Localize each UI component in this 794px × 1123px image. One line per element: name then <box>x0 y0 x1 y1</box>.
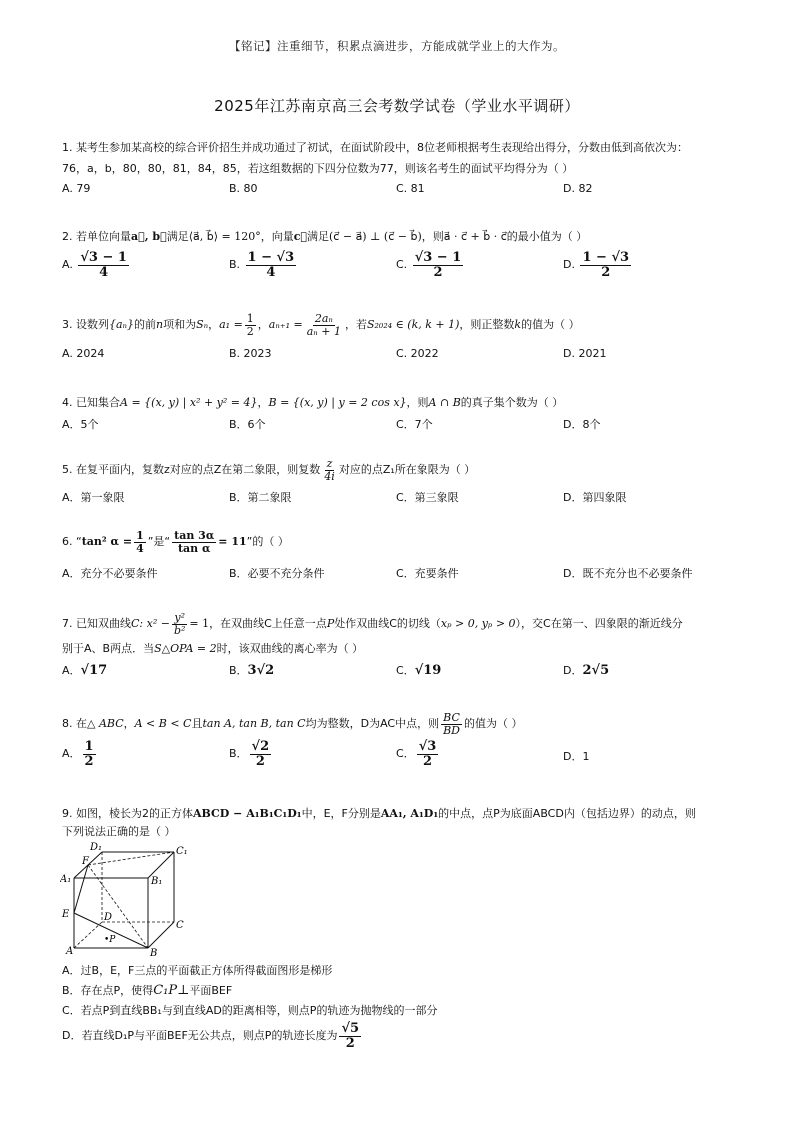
q2-text-mid1: 满足 <box>166 230 189 243</box>
q7-condition: xₚ > 0, yₚ > 0 <box>440 617 516 631</box>
q7-text-1: ，在双曲线C上任意一点 <box>209 617 327 631</box>
q7-option-a-value: √17 <box>80 663 108 678</box>
q3-a1-den: 2 <box>246 324 254 338</box>
q5-fraction <box>322 458 337 482</box>
q3-option-c[interactable]: C. 2022 <box>396 347 439 360</box>
label-f: F <box>82 856 89 867</box>
q8-text-2: 且 <box>191 717 203 731</box>
q2-option-d[interactable] <box>563 251 633 279</box>
q3-text-5: ，若 <box>344 318 367 332</box>
q3-option-a[interactable]: A. 2024 <box>62 347 105 360</box>
q2-dot-expression: a⃗ · c⃗ + b⃗ · c⃗ <box>443 230 507 243</box>
q9-option-d-num: √5 <box>341 1021 360 1036</box>
q2-text-suffix: 的最小值为（ ） <box>506 230 588 243</box>
q2-text-mid3: 满足 <box>307 230 330 243</box>
label-a1: A₁ <box>60 874 72 885</box>
q2-option-d-num: 1 − √3 <box>582 250 630 265</box>
q9-option-d[interactable] <box>62 1022 363 1050</box>
q7-equals: = 1 <box>189 617 210 631</box>
q8-option-a-fraction <box>83 740 96 768</box>
q8-option-b-fraction <box>250 740 272 768</box>
q7-option-b-value: 3√2 <box>247 663 275 678</box>
q3-text-2: 项和为 <box>163 318 197 332</box>
question-1-line-2: 76，a，b，80，80，81，84，85，若这组数据的下四分位数为77，则该名考生的面试平均得分为（ ） <box>62 162 574 175</box>
q2-vectors-ab: a⃗, b⃗ <box>131 230 167 243</box>
q7-text-prefix: 7. 已知双曲线 <box>62 617 131 631</box>
q7-option-a-label: A． <box>62 664 81 677</box>
q8-text-4: 的值为（ ） <box>463 717 523 731</box>
question-5-stem <box>62 458 475 482</box>
q3-text-4: ， <box>257 318 269 332</box>
q2-option-d-label: D. <box>563 258 575 272</box>
q2-option-a-den: 4 <box>99 264 109 280</box>
q4-intersection: A ∩ B <box>428 396 461 409</box>
q3-recurrence-num: 2aₙ <box>314 312 333 325</box>
q2-option-a-label: A. <box>62 258 73 272</box>
q2-option-a[interactable] <box>62 251 131 279</box>
q7-fraction-num: y² <box>174 611 185 624</box>
q6-tan-squared: tan² α = <box>81 535 133 549</box>
q6-fraction-1-den: 4 <box>136 541 144 555</box>
q3-n: n <box>156 318 164 332</box>
q7-option-b[interactable] <box>229 662 274 678</box>
q3-a1: a₁ = <box>219 318 243 332</box>
q8-fraction-den: BD <box>443 723 460 737</box>
q1-option-c[interactable]: C. 81 <box>396 182 425 195</box>
question-6-stem <box>62 530 289 554</box>
q2-text-mid4: ，则 <box>421 230 444 243</box>
q8-triangle: △ ABC <box>87 717 124 731</box>
q7-curve: C: x² − <box>131 617 170 631</box>
q7-option-c-label: C． <box>396 664 415 677</box>
label-c1: C₁ <box>176 846 188 857</box>
q3-sn: Sₙ <box>196 318 209 332</box>
edge-b1-c1 <box>148 852 174 878</box>
q3-s2024-condition: S₂₀₂₄ ∈ (k, k + 1) <box>366 318 460 332</box>
q6-fraction-1-num: 1 <box>136 529 144 542</box>
q4-comma: ， <box>257 396 269 409</box>
q6-fraction-1 <box>134 530 146 554</box>
motivational-banner: 【铭记】注重细节，积累点滴进步，方能成就学业上的大作为。 <box>229 39 565 53</box>
q5-text-prefix: 5. 在复平面内，复数z对应的点Z在第二象限，则复数 <box>62 463 321 477</box>
question-3-stem <box>62 313 580 337</box>
q8-text-1: ， <box>123 717 135 731</box>
q7-option-a[interactable] <box>62 662 107 678</box>
segment-f-c1-hidden <box>88 852 174 865</box>
q8-tangents: tan A, tan B, tan C <box>202 717 306 731</box>
q7-fraction-den: b² <box>173 623 186 637</box>
q9-text-2: 的中点，点P为底面ABCD内（包括边界）的动点，则 <box>438 807 696 820</box>
edge-a-d-hidden <box>74 922 102 948</box>
q8-option-a-den: 2 <box>84 753 94 769</box>
q6-fraction-2-num: tan 3α <box>174 529 215 542</box>
q2-option-b-label: B. <box>229 258 241 272</box>
q9-midpoints: AA₁, A₁D₁ <box>380 807 439 820</box>
q8-option-c[interactable] <box>396 740 440 768</box>
q6-fraction-2-den: tan α <box>177 541 211 555</box>
q9-option-b-math: C₁P⊥ <box>153 983 190 998</box>
q9-text-1: 中，E，F分别是 <box>301 807 381 820</box>
q2-option-b-fraction <box>246 251 297 279</box>
q6-option-c[interactable]: C．充要条件 <box>396 567 459 580</box>
q9-option-d-text: D．若直线D₁P与平面BEF无公共点，则点P的轨迹长度为 <box>62 1029 338 1043</box>
q8-inequality: A < B < C <box>134 717 192 731</box>
q8-text-prefix: 8. 在 <box>62 717 87 731</box>
q6-option-a[interactable]: A．充分不必要条件 <box>62 567 158 580</box>
q5-option-b[interactable]: B．第二象限 <box>229 491 292 504</box>
q8-option-c-den: 2 <box>422 753 432 769</box>
q4-text-prefix: 4. 已知集合 <box>62 396 120 409</box>
q9-option-c[interactable]: C．若点P到直线BB₁与到直线AD的距离相等，则点P的轨迹为抛物线的一部分 <box>62 1004 438 1017</box>
q3-text-prefix: 3. 设数列 <box>62 318 109 332</box>
q9-cube: ABCD − A₁B₁C₁D₁ <box>193 807 302 820</box>
q9-option-b-text-1: B．存在点P，使得 <box>62 984 154 997</box>
segment-e-f <box>74 865 88 913</box>
label-e: E <box>62 909 70 920</box>
q5-option-c[interactable]: C．第三象限 <box>396 491 459 504</box>
q7-point-p: P <box>326 617 335 631</box>
q9-option-b[interactable] <box>62 982 232 998</box>
q7-line2-b: 时，该双曲线的离心率为（ ） <box>216 642 364 655</box>
q3-recurrence-den: aₙ + 1 <box>306 324 341 338</box>
q1-option-a[interactable]: A. 79 <box>62 182 91 195</box>
label-p: •P <box>104 935 116 945</box>
q3-text-3: ， <box>208 318 220 332</box>
q8-option-a-num: 1 <box>84 739 94 754</box>
edge-b-c <box>148 922 174 948</box>
q2-option-b-num: 1 − √3 <box>247 250 295 265</box>
q7-option-b-label: B． <box>229 664 248 677</box>
q4-set-a: A = {(x, y) | x² + y² = 4} <box>120 396 258 409</box>
q9-text-prefix: 9. 如图，棱长为2的正方体 <box>62 807 193 820</box>
label-b: B <box>150 948 158 958</box>
q3-k: k <box>514 318 522 332</box>
q8-option-b-label: B． <box>229 747 248 761</box>
q2-option-d-fraction <box>580 251 631 279</box>
q6-text-mid: ”是“ <box>147 535 171 549</box>
q4-option-b[interactable]: B．6个 <box>229 418 266 431</box>
q8-option-c-label: C． <box>396 747 415 761</box>
q4-text-2: 的真子集个数为（ ） <box>460 396 564 409</box>
q7-option-d[interactable] <box>563 662 609 678</box>
q2-option-c-den: 2 <box>433 264 443 280</box>
q9-option-a[interactable]: A．过B，E，F三点的平面截正方体所得截面图形是梯形 <box>62 964 333 977</box>
question-4-stem <box>62 395 563 410</box>
q7-text-3: ），交C在第一、四象限的渐近线分 <box>515 617 683 631</box>
q2-perp-condition: (c⃗ − a⃗) ⊥ (c⃗ − b⃗) <box>329 230 422 243</box>
label-a: A <box>66 946 74 957</box>
q8-option-b[interactable] <box>229 740 273 768</box>
q5-text-suffix: 对应的点Z₁所在象限为（ ） <box>338 463 476 477</box>
question-1-line-1: 1. 某考生参加某高校的综合评价招生并成功通过了初试，在面试阶段中，8位老师根据考生表现给出得分，分数由低到高依次为： <box>62 141 688 154</box>
q7-option-c-value: √19 <box>414 663 442 678</box>
q7-option-c[interactable] <box>396 662 441 678</box>
q2-option-c-num: √3 − 1 <box>414 250 462 265</box>
q2-option-b[interactable] <box>229 251 298 279</box>
q3-option-b[interactable]: B. 2023 <box>229 347 272 360</box>
q4-option-a[interactable]: A．5个 <box>62 418 99 431</box>
q8-option-c-num: √3 <box>418 739 437 754</box>
q7-area: S△OPA = 2 <box>154 642 217 655</box>
q6-text-suffix: ”的（ ） <box>246 535 289 549</box>
question-2-stem <box>62 229 587 244</box>
q8-option-b-num: √2 <box>251 739 270 754</box>
label-d1: D₁ <box>90 842 103 853</box>
exam-title: 2025年江苏南京高三会考数学试卷（学业水平调研） <box>214 97 580 115</box>
q3-text-7: 的值为（ ） <box>521 318 580 332</box>
q8-text-3: 均为整数，D为AC中点，则 <box>305 717 440 731</box>
q8-option-d[interactable] <box>563 748 589 764</box>
q4-set-b: B = {(x, y) | y = 2 cos x} <box>268 396 407 409</box>
q7-option-d-value: 2√5 <box>582 663 610 678</box>
q6-fraction-2 <box>172 530 216 554</box>
question-9-line-1 <box>62 806 696 821</box>
q2-option-b-den: 4 <box>266 264 276 280</box>
label-c: C <box>176 920 184 931</box>
q2-option-d-den: 2 <box>601 264 611 280</box>
q7-fraction <box>172 612 187 636</box>
q2-angle-condition: ⟨a⃗, b⃗⟩ = 120° <box>188 230 261 243</box>
segment-f-b-hidden <box>88 865 148 948</box>
q6-text-prefix: 6. “ <box>62 535 82 549</box>
q3-recurrence: aₙ₊₁ = <box>268 318 303 332</box>
q7-line2-a: 别于A、B两点．当 <box>62 642 155 655</box>
q3-text-1: 的前 <box>134 318 157 332</box>
q4-text-1: ，则 <box>406 396 429 409</box>
q8-option-b-den: 2 <box>255 753 265 769</box>
q9-option-d-fraction <box>339 1022 361 1050</box>
q3-option-d[interactable]: D. 2021 <box>563 347 607 360</box>
q3-text-6: ，则正整数 <box>459 318 515 332</box>
q8-option-a[interactable] <box>62 740 98 768</box>
q8-option-c-fraction <box>417 740 439 768</box>
q9-option-b-text-2: 平面BEF <box>189 984 233 997</box>
q6-equals: = 11 <box>218 535 247 549</box>
question-7-line-1 <box>62 612 683 636</box>
q8-fraction <box>441 712 462 736</box>
q4-option-d[interactable]: D．8个 <box>563 418 601 431</box>
q2-option-c-fraction <box>413 251 464 279</box>
q8-option-d-label: D． <box>563 750 583 763</box>
question-7-line-2 <box>62 641 363 656</box>
q9-option-d-den: 2 <box>345 1035 355 1051</box>
q3-sequence: {aₙ} <box>109 318 135 332</box>
q2-option-a-fraction <box>78 251 129 279</box>
q1-option-d[interactable]: D. 82 <box>563 182 593 195</box>
q2-text-mid2: ，向量 <box>260 230 294 243</box>
q3-recurrence-fraction <box>305 313 343 337</box>
q8-option-d-value: 1 <box>582 750 590 763</box>
q1-option-b[interactable]: B. 80 <box>229 182 258 195</box>
q5-option-a[interactable]: A．第一象限 <box>62 491 125 504</box>
q7-text-2: 处作双曲线C的切线（ <box>334 617 441 631</box>
question-8-stem <box>62 712 522 736</box>
q2-option-c[interactable] <box>396 251 465 279</box>
q5-option-d[interactable]: D．第四象限 <box>563 491 627 504</box>
q3-a1-num: 1 <box>246 312 254 325</box>
q2-vector-c: c⃗ <box>293 230 308 243</box>
cube-figure <box>60 840 190 958</box>
q2-text-prefix: 2. 若单位向量 <box>62 230 131 243</box>
q8-fraction-num: BC <box>443 711 460 724</box>
q5-fraction-den: 4i <box>324 469 335 483</box>
label-b1: B₁ <box>151 876 163 887</box>
q3-a1-fraction <box>245 313 256 337</box>
q6-option-d[interactable]: D．既不充分也不必要条件 <box>563 567 693 580</box>
q4-option-c[interactable]: C．7个 <box>396 418 433 431</box>
q6-option-b[interactable]: B．必要不充分条件 <box>229 567 325 580</box>
q7-option-d-label: D． <box>563 664 583 677</box>
q2-option-a-num: √3 − 1 <box>80 250 127 265</box>
question-9-line-2: 下列说法正确的是（ ） <box>62 825 176 838</box>
q2-option-c-label: C. <box>396 258 408 272</box>
label-d: D <box>104 912 113 923</box>
q8-option-a-label: A． <box>62 747 81 761</box>
q5-fraction-num: z <box>326 457 333 470</box>
